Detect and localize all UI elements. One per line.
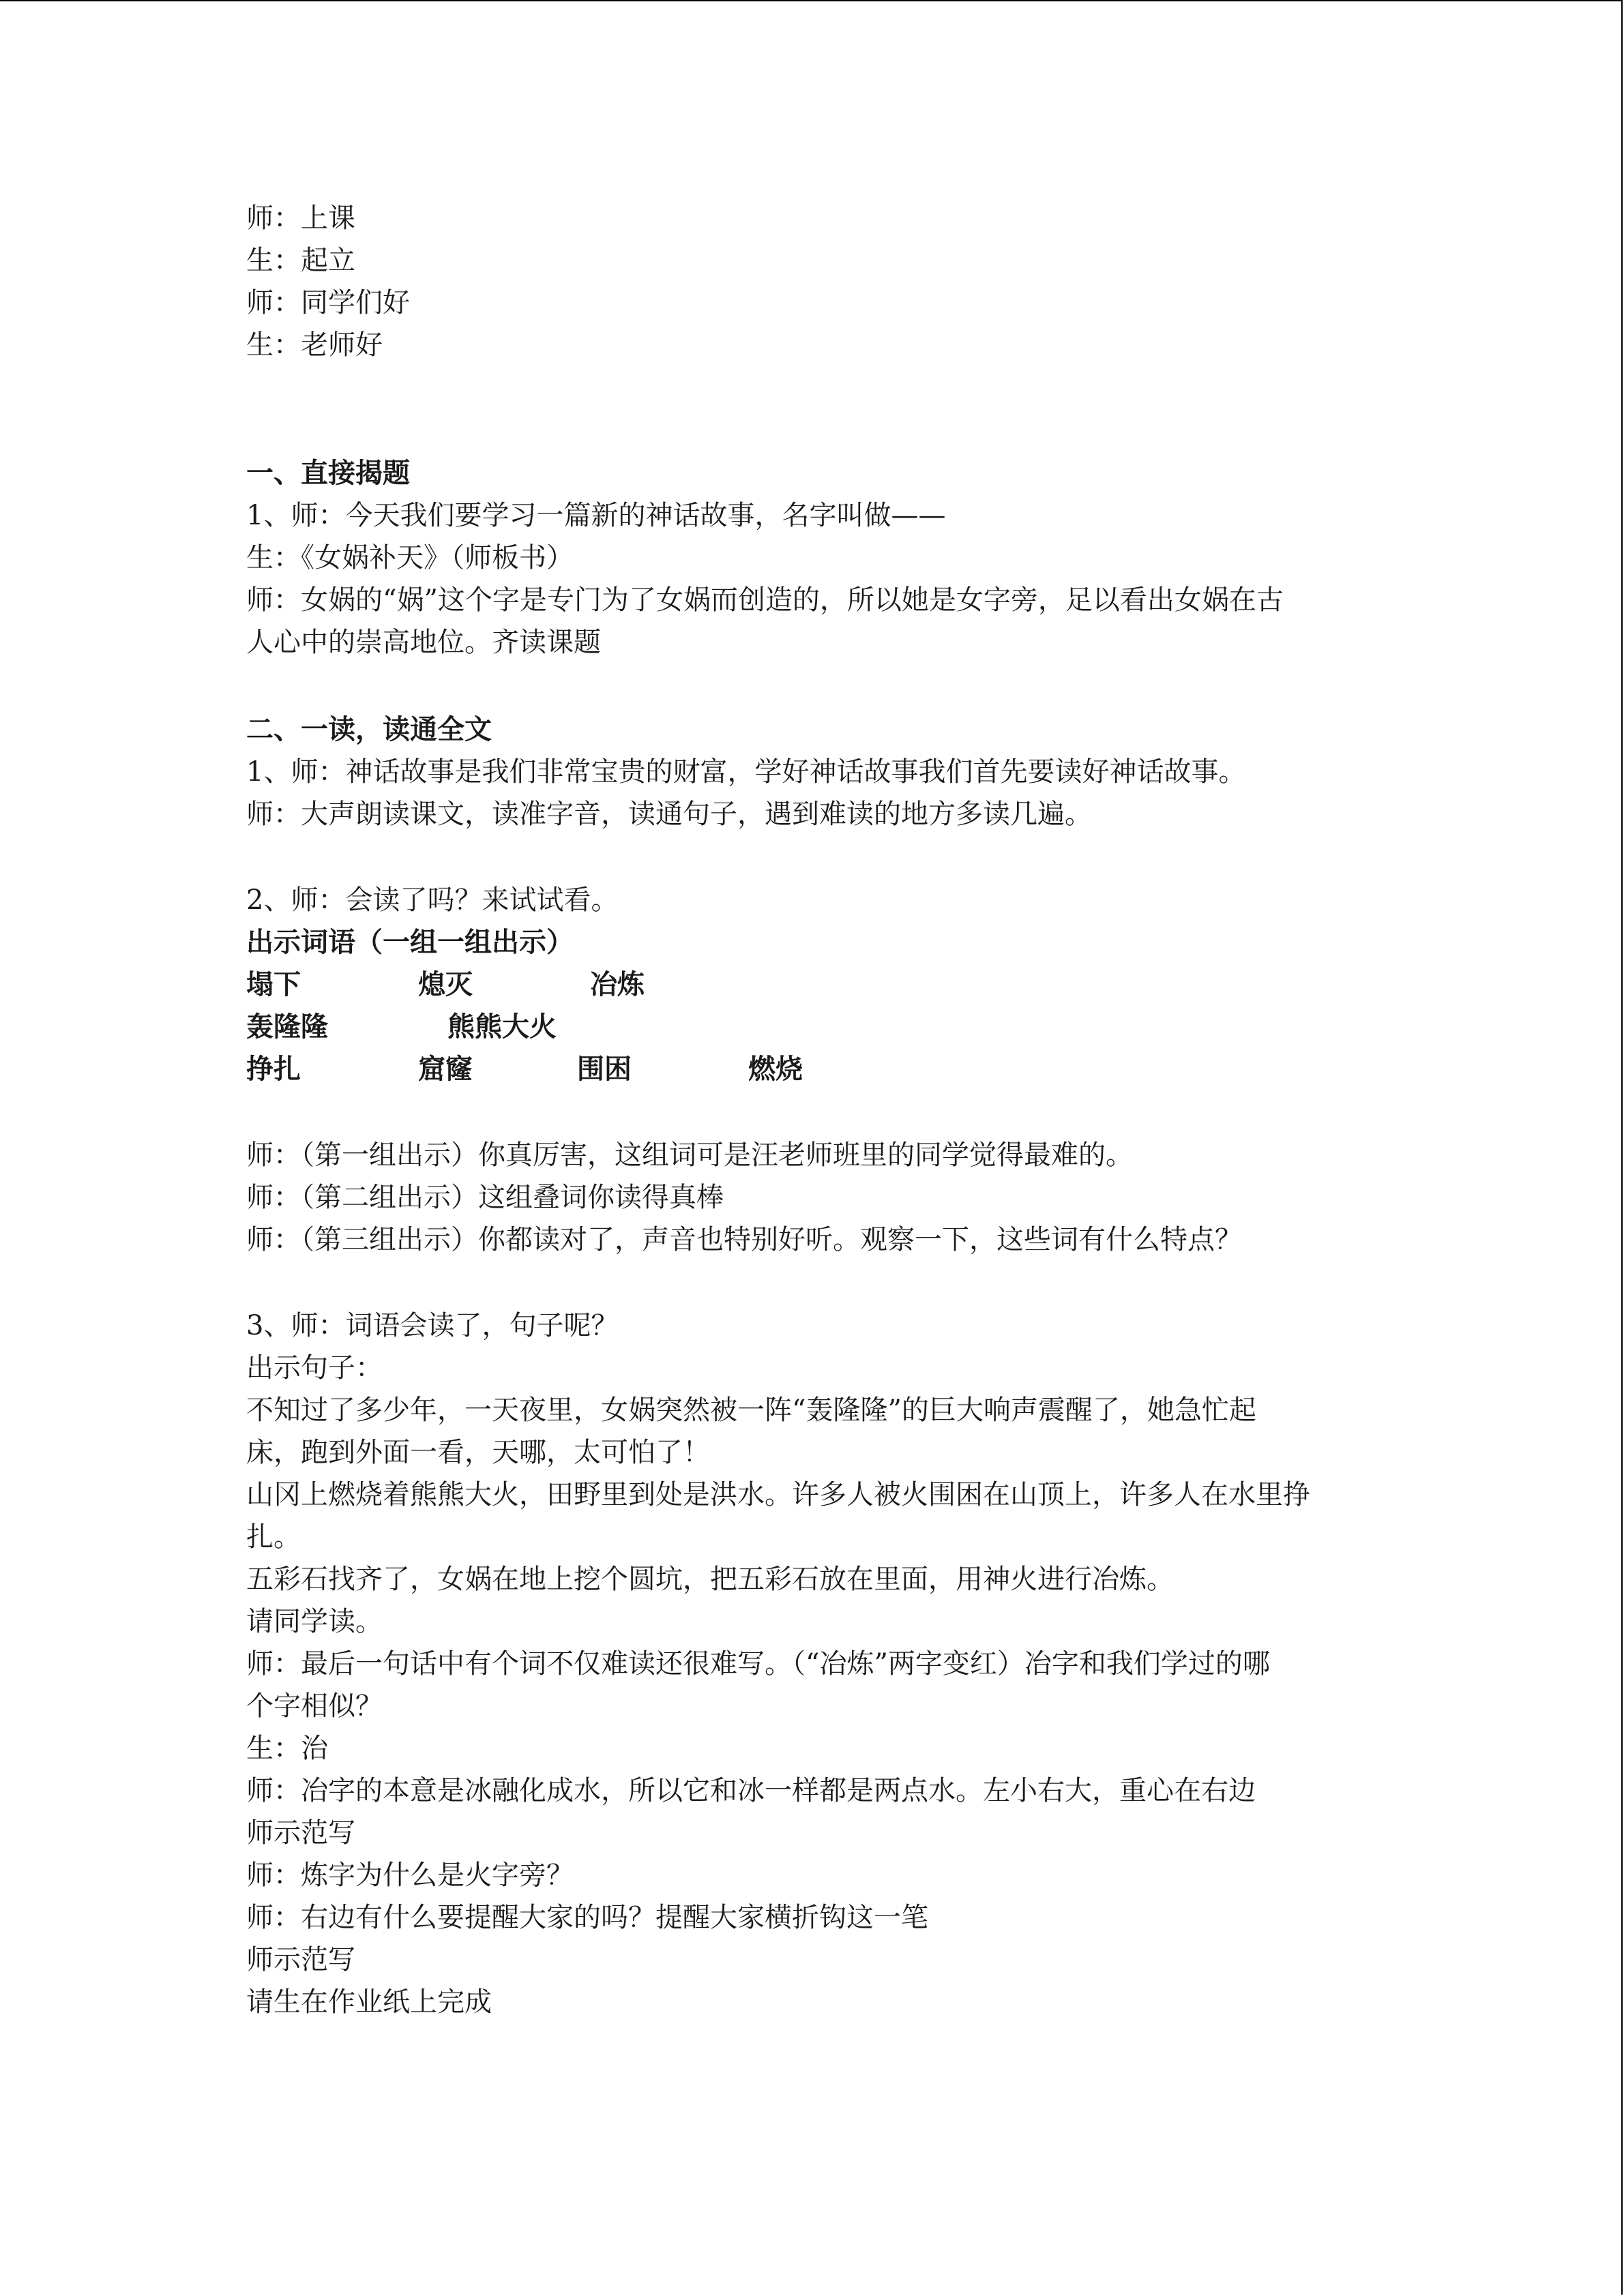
paragraph-line: 师：（第二组出示）这组叠词你读得真棒 — [246, 1182, 724, 1213]
vocab-word: 轰隆隆 — [246, 1011, 328, 1043]
paragraph-line: 师：大声朗读课文，读准字音，读通句子，遇到难读的地方多读几遍。 — [246, 799, 1092, 830]
paragraph-line: 师：最后一句话中有个词不仅难读还很难写。（“冶炼”两字变红）冶字和我们学过的哪 — [246, 1648, 1270, 1680]
paragraph-line: 师：（第一组出示）你真厉害，这组词可是汪老师班里的同学觉得最难的。 — [246, 1139, 1133, 1171]
paragraph-line: 请同学读。 — [246, 1606, 383, 1637]
vocab-word: 熄灭 — [418, 968, 473, 1000]
greeting-line: 生：起立 — [246, 245, 355, 276]
paragraph-line: 师示范写 — [246, 1944, 355, 1976]
vocab-word: 冶炼 — [590, 968, 645, 1000]
word-group-2 — [246, 1007, 1378, 1047]
section1-heading: 一、直接揭题 — [246, 457, 410, 489]
paragraph-line: 山冈上燃烧着熊熊大火，田野里到处是洪水。许多人被火围困在山顶上，许多人在水里挣 — [246, 1479, 1310, 1510]
paragraph-line: 3、师：词语会读了，句子呢？ — [246, 1310, 619, 1341]
paragraph-line: 出示句子： — [246, 1352, 383, 1384]
paragraph-line: 师：（第三组出示）你都读对了，声音也特别好听。观察一下，这些词有什么特点？ — [246, 1224, 1242, 1255]
vocab-word: 围困 — [577, 1053, 632, 1085]
paragraph-line: 生：《女娲补天》（师板书） — [246, 542, 574, 573]
paragraph-line: 师：炼字为什么是火字旁？ — [246, 1860, 574, 1891]
paragraph-line: 请生在作业纸上完成 — [246, 1986, 492, 2018]
paragraph-line: 1、师：今天我们要学习一篇新的神话故事，名字叫做—— — [246, 500, 946, 531]
greeting-line: 生：老师好 — [246, 329, 383, 361]
word-group-1 — [246, 964, 1378, 1005]
paragraph-line: 1、师：神话故事是我们非常宝贵的财富，学好神话故事我们首先要读好神话故事。 — [246, 756, 1246, 788]
vocab-word: 塌下 — [246, 968, 301, 1000]
paragraph-line: 人心中的崇高地位。齐读课题 — [246, 627, 601, 658]
paragraph-line: 师示范写 — [246, 1817, 355, 1849]
section2-heading: 二、一读，读通全文 — [246, 713, 492, 745]
paragraph-line: 师：右边有什么要提醒大家的吗？提醒大家横折钩这一笔 — [246, 1902, 928, 1933]
greeting-line: 师：上课 — [246, 203, 355, 234]
vocab-word: 挣扎 — [246, 1053, 301, 1085]
paragraph-line: 床，跑到外面一看，天哪，太可怕了！ — [246, 1437, 710, 1468]
words-heading: 出示词语（一组一组出示） — [246, 926, 574, 958]
paragraph-line: 个字相似？ — [246, 1690, 383, 1722]
greeting-line: 师：同学们好 — [246, 287, 410, 318]
paragraph-line: 师：冶字的本意是冰融化成水，所以它和冰一样都是两点水。左小右大，重心在右边 — [246, 1775, 1256, 1806]
vocab-word: 熊熊大火 — [447, 1011, 557, 1043]
paragraph-line: 2、师：会读了吗？来试试看。 — [246, 884, 619, 916]
vocab-word: 窟窿 — [418, 1053, 473, 1085]
paragraph-line: 生：治 — [246, 1733, 328, 1764]
paragraph-line: 师：女娲的“娲”这个字是专门为了女娲而创造的，所以她是女字旁，足以看出女娲在古 — [246, 584, 1284, 616]
paragraph-line: 不知过了多少年，一天夜里，女娲突然被一阵“轰隆隆”的巨大响声震醒了，她急忙起 — [246, 1395, 1256, 1426]
paragraph-line: 扎。 — [246, 1521, 301, 1553]
paragraph-line: 五彩石找齐了，女娲在地上挖个圆坑，把五彩石放在里面，用神火进行冶炼。 — [246, 1564, 1174, 1595]
vocab-word: 燃烧 — [748, 1053, 803, 1085]
word-group-3 — [246, 1049, 1378, 1090]
